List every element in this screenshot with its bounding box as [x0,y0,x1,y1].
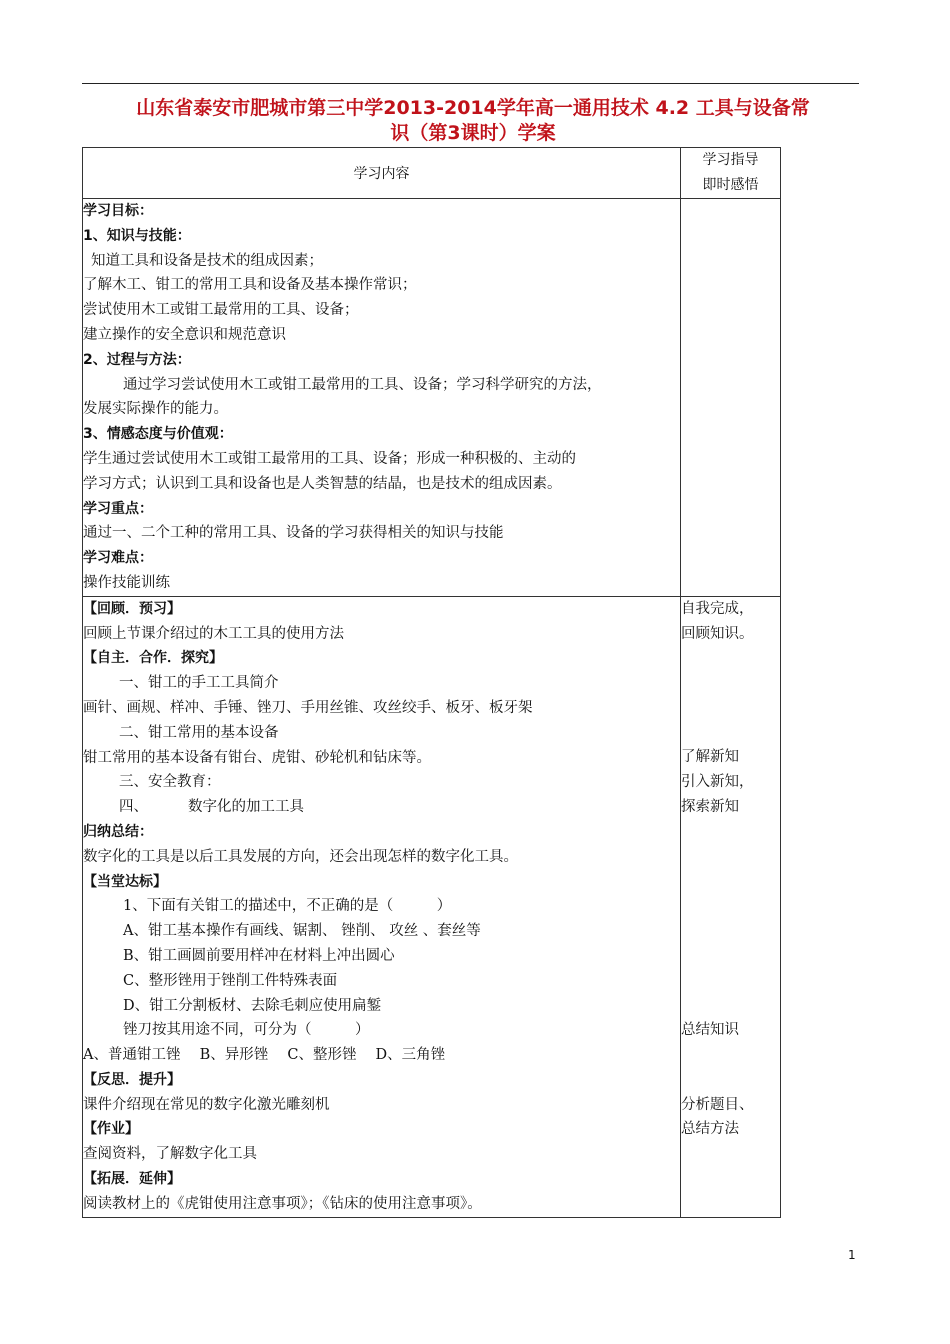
document-title [80,96,866,146]
side-note: 总结知识 [681,1021,739,1038]
objectives-heading: 学习目标： [83,203,153,219]
side-note: 引入新知， [681,774,754,791]
top-rule [82,83,859,84]
reflect-text: 课件介绍现在常见的数字化激光雕刻机 [83,1096,330,1113]
question-1-option-d: D、钳工分割板材、去除毛刺应使用扁錾 [123,997,382,1014]
side-note: 总结方法 [681,1121,739,1138]
side-note: 自我完成， [681,600,754,617]
item4-line [83,795,680,820]
extend-title: 【拓展．延伸】 [83,1171,181,1188]
header-side [681,148,781,199]
lesson-table [82,147,781,1218]
item3-title: 三、安全教育： [119,774,221,791]
section3-text-1: 学生通过尝试使用木工或钳工最常用的工具、设备；形成一种积极的、主动的 [83,450,576,467]
section1-item: 知道工具和设备是技术的组成因素； [91,252,323,269]
side-note: 探索新知 [681,798,739,815]
test-title: 【当堂达标】 [83,873,167,890]
item1-title: 一、钳工的手工工具简介 [119,675,279,692]
process-side [681,596,781,1217]
summary-title: 归纳总结： [83,823,153,840]
item2-title: 二、钳工常用的基本设备 [119,724,279,741]
page-number: 1 [848,1248,856,1262]
question-1-option-c: C、整形锉用于锉削工件特殊表面 [123,972,338,989]
section1-item: 建立操作的安全意识和规范意识 [83,326,286,343]
question-1: 1、下面有关钳工的描述中，不正确的是（ ） [123,898,452,915]
objectives-row [83,199,781,597]
section2-title: 2、过程与方法： [83,351,191,368]
section2-text-1: 通过学习尝试使用木工或钳工最常用的工具、设备；学习科学研究的方法， [123,376,602,393]
focus-title: 学习重点： [83,500,153,517]
review-title: 【回顾．预习】 [83,600,181,617]
header-side-line-2: 即时感悟 [702,177,759,193]
header-content: 学习内容 [83,148,681,199]
summary-text: 数字化的工具是以后工具发展的方向，还会出现怎样的数字化工具。 [83,848,518,865]
question-1-option-a: A、钳工基本操作有画线、锯割、 锉削、 攻丝 、套丝等 [123,923,481,940]
title-line-2: 识（第3课时）学案 [390,122,556,144]
item4-num: 四、 [119,799,148,816]
item1-text: 画针、画规、样冲、手锤、锉刀、手用丝锥、攻丝绞手、板牙、板牙架 [83,699,533,716]
process-row [83,596,781,1217]
section1-item: 尝试使用木工或钳工最常用的工具、设备； [83,302,359,319]
objectives-side [681,199,781,597]
explore-title: 【自主．合作．探究】 [83,650,223,667]
difficulty-text: 操作技能训练 [83,574,170,591]
header-side-line-1: 学习指导 [702,152,759,168]
focus-text: 通过一、二个工种的常用工具、设备的学习获得相关的知识与技能 [83,525,504,542]
question-1-option-b: B、钳工画圆前要用样冲在材料上冲出圆心 [123,947,395,964]
review-text: 回顾上节课介绍过的木工工具的使用方法 [83,625,344,642]
item4-title: 数字化的加工工具 [188,799,304,816]
question-2: 锉刀按其用途不同，可分为（ ） [123,1022,370,1039]
reflect-title: 【反思．提升】 [83,1071,181,1088]
section2-text-2: 发展实际操作的能力。 [83,401,228,418]
homework-text: 查阅资料，了解数字化工具 [83,1146,257,1163]
item2-text: 钳工常用的基本设备有钳台、虎钳、砂轮机和钻床等。 [83,749,431,766]
question-2-options: A、普通钳工锉 B、异形锉 C、整形锉 D、三角锉 [83,1047,446,1064]
title-line-1: 山东省泰安市肥城市第三中学2013-2014学年高一通用技术 4.2 工具与设备常 [136,97,810,119]
process-cell [83,596,681,1217]
side-note: 回顾知识。 [681,625,754,642]
section1-title: 1、知识与技能： [83,227,191,244]
section1-item: 了解木工、钳工的常用工具和设备及基本操作常识； [83,277,417,294]
section3-title: 3、情感态度与价值观： [83,426,233,443]
extend-text: 阅读教材上的《虎钳使用注意事项》；《钻床的使用注意事项》。 [83,1195,482,1212]
table-header-row [83,148,781,199]
section3-text-2: 学习方式；认识到工具和设备也是人类智慧的结晶，也是技术的组成因素。 [83,475,562,492]
side-note: 了解新知 [681,749,739,766]
objectives-cell [83,199,681,597]
side-note: 分析题目、 [681,1096,754,1113]
difficulty-title: 学习难点： [83,550,153,567]
homework-title: 【作业】 [83,1121,139,1138]
